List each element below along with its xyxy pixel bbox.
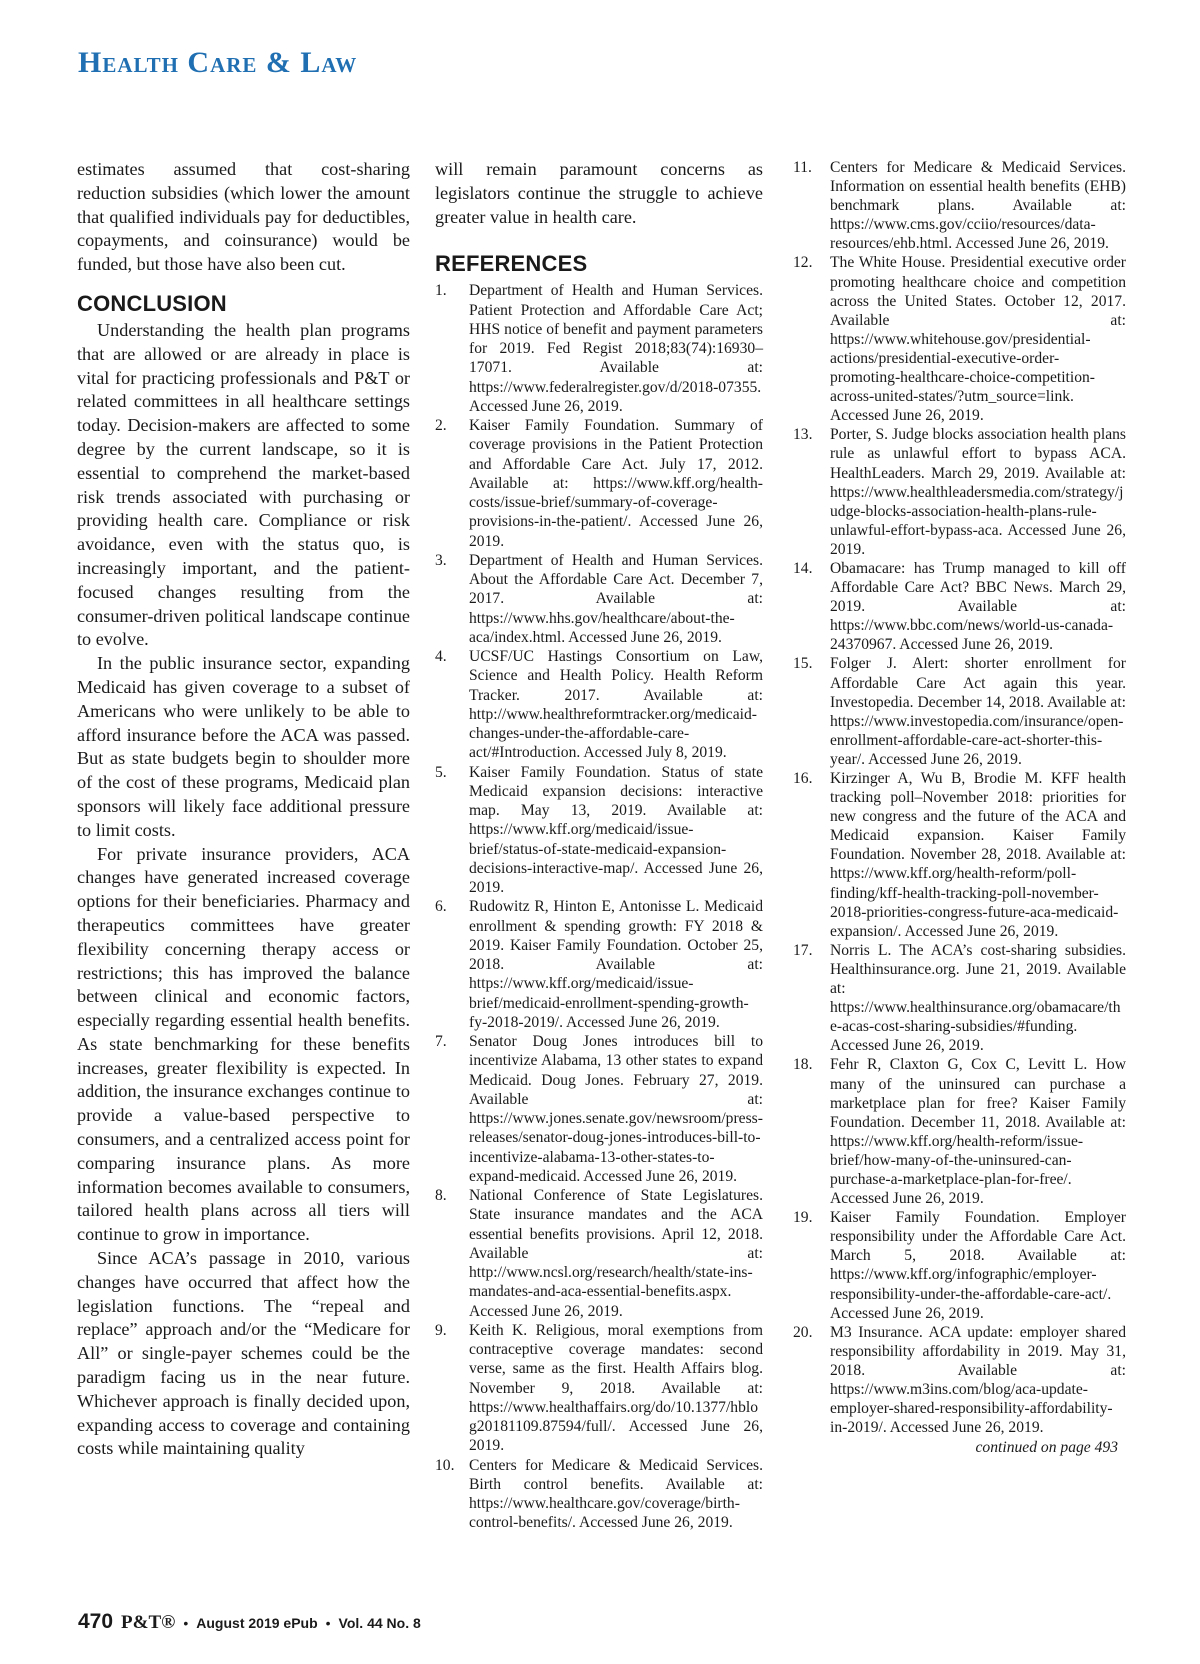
- reference-number: 2.: [435, 417, 447, 435]
- bullet-separator: •: [325, 1615, 331, 1631]
- reference-item: [435, 551, 763, 647]
- reference-text: M3 Insurance. ACA update: employer shared responsibility affordability in 2019. May 31, 2018. Available at: https://www.m3ins.com/blog/aca-update-employer-shared-responsibility-affordability-in-2019/. Accessed June 26, 2019.: [830, 1323, 1126, 1437]
- reference-item: [793, 769, 1126, 941]
- reference-text: National Conference of State Legislatures. State insurance mandates and the ACA essential benefits provisions. April 12, 2018. Available at: http://www.ncsl.org/research/health/state-ins-mandates-and-aca-essential-benefits.aspx. Accessed June 26, 2019.: [469, 1187, 763, 1320]
- reference-text: Fehr R, Claxton G, Cox C, Levitt L. How many of the uninsured can purchase a marketplace plan for free? Kaiser Family Foundation. December 11, 2018. Available at: https://www.kff.org/health-reform/issue-brief/how-many-of-the-uninsured-can-purchase-a-marketplace-plan-for-free/. Accessed June 26, 2019.: [830, 1056, 1126, 1208]
- paragraph-continued: will remain paramount concerns as legislators continue the struggle to achieve greater value in health care.: [435, 159, 763, 227]
- issue-date: August 2019 ePub: [196, 1615, 318, 1631]
- reference-item: [793, 158, 1126, 253]
- reference-number: 3.: [435, 551, 447, 569]
- paragraph-intro: estimates assumed that cost-sharing reduction subsidies (which lower the amount that qualified individuals pay for deductibles, copayments, and coinsurance) would be funded, but those have also been cut.: [77, 159, 410, 275]
- paragraph: In the public insurance sector, expanding Medicaid has given coverage to a subset of Americans who were unlikely to be able to afford insurance before the ACA was passed. But as state budgets begin to shoulder more of the cost of these programs, Medicaid plan sponsors will likely face additional pressure to limit costs.: [77, 653, 410, 840]
- reference-item: [793, 941, 1126, 1056]
- reference-item: [793, 559, 1126, 654]
- reference-text: The White House. Presidential executive order promoting healthcare choice and competition across the United States. October 12, 2017. Available at: https://www.whitehouse.gov/presidential-actions/presidential-executive-order-promoting-healthcare-choice-competition-across-united-states/?utm_source=link. Accessed June 26, 2019.: [830, 254, 1126, 425]
- reference-text: Department of Health and Human Services. About the Affordable Care Act. December 7, 2017. Available at: https://www.hhs.gov/healthcare/about-the-aca/index.html. Accessed June 26, 2019.: [469, 551, 763, 646]
- reference-text: Centers for Medicare & Medicaid Services. Birth control benefits. Available at: https://www.healthcare.gov/coverage/birth-control-benefits/. Accessed June 26, 2019.: [469, 1456, 763, 1532]
- reference-number: 8.: [435, 1187, 447, 1205]
- reference-number: 10.: [435, 1456, 455, 1474]
- reference-number: 4.: [435, 648, 447, 666]
- reference-text: Senator Doug Jones introduces bill to incentivize Alabama, 13 other states to expand Medicaid. Doug Jones. February 27, 2019. Available at: https://www.jones.senate.gov/newsroom/press-releases/senator-doug-jones-introduces-bill-to-incentivize-alabama-13-other-states-to-expand-medicaid. Accessed June 26, 2019.: [469, 1033, 763, 1185]
- bullet-separator: •: [183, 1615, 189, 1631]
- reference-item: [793, 1323, 1126, 1438]
- reference-item: [435, 1456, 763, 1533]
- journal-name: P&T®: [121, 1612, 176, 1633]
- section-header: Health Care & Law: [78, 46, 358, 79]
- reference-text: Kaiser Family Foundation. Employer responsibility under the Affordable Care Act. March 5, 2018. Available at: https://www.kff.org/infographic/employer-responsibility-under-the-affordable-care-act/. Accessed June 26, 2019.: [830, 1209, 1126, 1322]
- reference-item: [435, 1321, 763, 1456]
- reference-item: [435, 1032, 763, 1186]
- reference-text: Department of Health and Human Services. Patient Protection and Affordable Care Act; HHS notice of benefit and payment parameters for 2019. Fed Regist 2018;83(74):16930–17071. Available at: https://www.federalregister.gov/d/2018-07355. Accessed June 26, 2019.: [469, 282, 763, 415]
- reference-text: Keith K. Religious, moral exemptions from contraceptive coverage mandates: second verse, same as the first. Health Affairs blog. November 9, 2018. Available at: https://www.healthaffairs.org/do/10.1377/hblog20181109.87594/full/. Accessed June 26, 2019.: [469, 1321, 763, 1455]
- reference-text: Kirzinger A, Wu B, Brodie M. KFF health tracking poll–November 2018: priorities for new congress and the future of the ACA and Medicaid expansion. Kaiser Family Foundation. November 28, 2018. Available at: https://www.kff.org/health-reform/poll-finding/kff-health-tracking-poll-november-2018-priorities-congress-future-aca-medicaid-expansion/. Accessed June 26, 2019.: [830, 770, 1126, 940]
- reference-number: 17.: [793, 941, 813, 959]
- reference-text: Folger J. Alert: shorter enrollment for Affordable Care Act again this year. Investopedia. December 14, 2018. Available at: https://www.investopedia.com/insurance/open-enrollment-affordable-care-act-shorter-this-year/. Accessed June 26, 2019.: [830, 655, 1126, 768]
- reference-text: Obamacare: has Trump managed to kill off Affordable Care Act? BBC News. March 29, 2019. Available at: https://www.bbc.com/news/world-us-canada-24370967. Accessed June 26, 2019.: [830, 559, 1126, 654]
- conclusion-heading: CONCLUSION: [77, 290, 227, 316]
- reference-item: [793, 1208, 1126, 1323]
- paragraph: Since ACA’s passage in 2010, various changes have occurred that affect how the legislation functions. The “repeal and replace” approach and/or the “Medicare for All” or single-payer schemes could be the paradigm facing us in the near future. Whichever approach is finally decided upon, expanding access to coverage and containing costs while maintaining quality: [77, 1248, 410, 1459]
- page-footer: [78, 1610, 421, 1634]
- volume-number: Vol. 44 No. 8: [338, 1615, 421, 1631]
- reference-text: Kaiser Family Foundation. Status of state Medicaid expansion decisions: interactive map. May 13, 2019. Available at: https://www.kff.org/medicaid/issue-brief/status-of-state-medicaid-expansion-decisions-interactive-map/. Accessed June 26, 2019.: [469, 763, 763, 897]
- reference-text: Rudowitz R, Hinton E, Antonisse L. Medicaid enrollment & spending growth: FY 2018 & 2019. Kaiser Family Foundation. October 25, 2018. Available at: https://www.kff.org/medicaid/issue-brief/medicaid-enrollment-spending-growth-fy-2018-2019/. Accessed June 26, 2019.: [469, 898, 763, 1031]
- reference-number: 6.: [435, 898, 447, 916]
- references-heading: REFERENCES: [435, 251, 588, 277]
- reference-item: [435, 897, 763, 1032]
- reference-number: 16.: [793, 770, 813, 787]
- paragraph: Understanding the health plan programs that are allowed or are already in place is vital for practicing professionals and P&T or related committees in all healthcare settings today. Decision-makers are affected to some degree by the current landscape, so it is essential to comprehend the market-based risk trends associated with purchasing or providing health care. Compliance or risk avoidance, even with the status quo, is increasingly important, and the patient-focused changes resulting from the consumer-driven political landscape continue to evolve.: [77, 319, 410, 650]
- reference-item: [793, 654, 1126, 769]
- reference-item: [435, 763, 763, 898]
- reference-number: 7.: [435, 1033, 447, 1051]
- reference-number: 13.: [793, 426, 813, 444]
- paragraph: For private insurance providers, ACA changes have generated increased coverage options for their beneficiaries. Pharmacy and therapeutics committees have greater flexibility concerning therapy access or restrictions; this has improved the balance between clinical and economic factors, especially regarding essential health benefits. As state benchmarking for these benefits increases, greater flexibility is expected. In addition, the insurance exchanges continue to provide a value-based perspective to consumers, and a centralized access point for comparing insurance plans. As more information becomes available to consumers, tailored health plans across all tiers will continue to grow in importance.: [77, 843, 410, 1245]
- reference-item: [793, 253, 1126, 425]
- reference-number: 20.: [793, 1323, 813, 1341]
- reference-text: Porter, S. Judge blocks association health plans rule as unlawful effort to bypass ACA. HealthLeaders. March 29, 2019. Available at: https://www.healthleadersmedia.com/strategy/judge-blocks-association-health-plans-rule-unlawful-effort-bypass-aca. Accessed June 26, 2019.: [830, 426, 1126, 558]
- reference-item: [435, 647, 763, 763]
- reference-item: [435, 281, 763, 416]
- reference-text: Norris L. The ACA’s cost-sharing subsidies. Healthinsurance.org. June 21, 2019. Available at: https://www.healthinsurance.org/obamacare/the-acas-cost-sharing-subsidies/#funding. Accessed June 26, 2019.: [830, 941, 1126, 1055]
- column-2: [435, 158, 763, 1533]
- reference-number: 19.: [793, 1209, 813, 1227]
- reference-list: [435, 281, 763, 1532]
- reference-number: 9.: [435, 1321, 447, 1339]
- reference-number: 11.: [793, 159, 812, 176]
- reference-text: Kaiser Family Foundation. Summary of coverage provisions in the Patient Protection and Affordable Care Act. July 17, 2012. Available at: https://www.kff.org/health-costs/issue-brief/summary-of-coverage-provisions-in-the-patient/. Accessed June 26, 2019.: [469, 417, 763, 550]
- reference-number: 15.: [793, 655, 813, 673]
- reference-item: [435, 416, 763, 551]
- reference-text: UCSF/UC Hastings Consortium on Law, Science and Health Policy. Health Reform Tracker. 2017. Available at: http://www.healthreformtracker.org/medicaid-changes-under-the-affordable-care-act/#Introduction. Accessed July 8, 2019.: [469, 648, 763, 762]
- continued-note: continued on page 493: [975, 1439, 1118, 1457]
- reference-item: [793, 1055, 1126, 1208]
- page-number: 470: [78, 1610, 114, 1633]
- reference-number: 1.: [435, 282, 447, 300]
- reference-item: [793, 425, 1126, 559]
- column-3: [793, 158, 1126, 1457]
- reference-number: 14.: [793, 559, 813, 577]
- reference-number: 12.: [793, 254, 813, 272]
- reference-text: Centers for Medicare & Medicaid Services. Information on essential health benefits (EHB) benchmark plans. Available at: https://www.cms.gov/cciio/resources/data-resources/ehb.html. Accessed June 26, 2019.: [830, 159, 1126, 253]
- reference-item: [435, 1186, 763, 1321]
- reference-list: [793, 158, 1126, 1437]
- column-1: [77, 158, 410, 1461]
- reference-number: 18.: [793, 1056, 813, 1074]
- reference-number: 5.: [435, 763, 447, 781]
